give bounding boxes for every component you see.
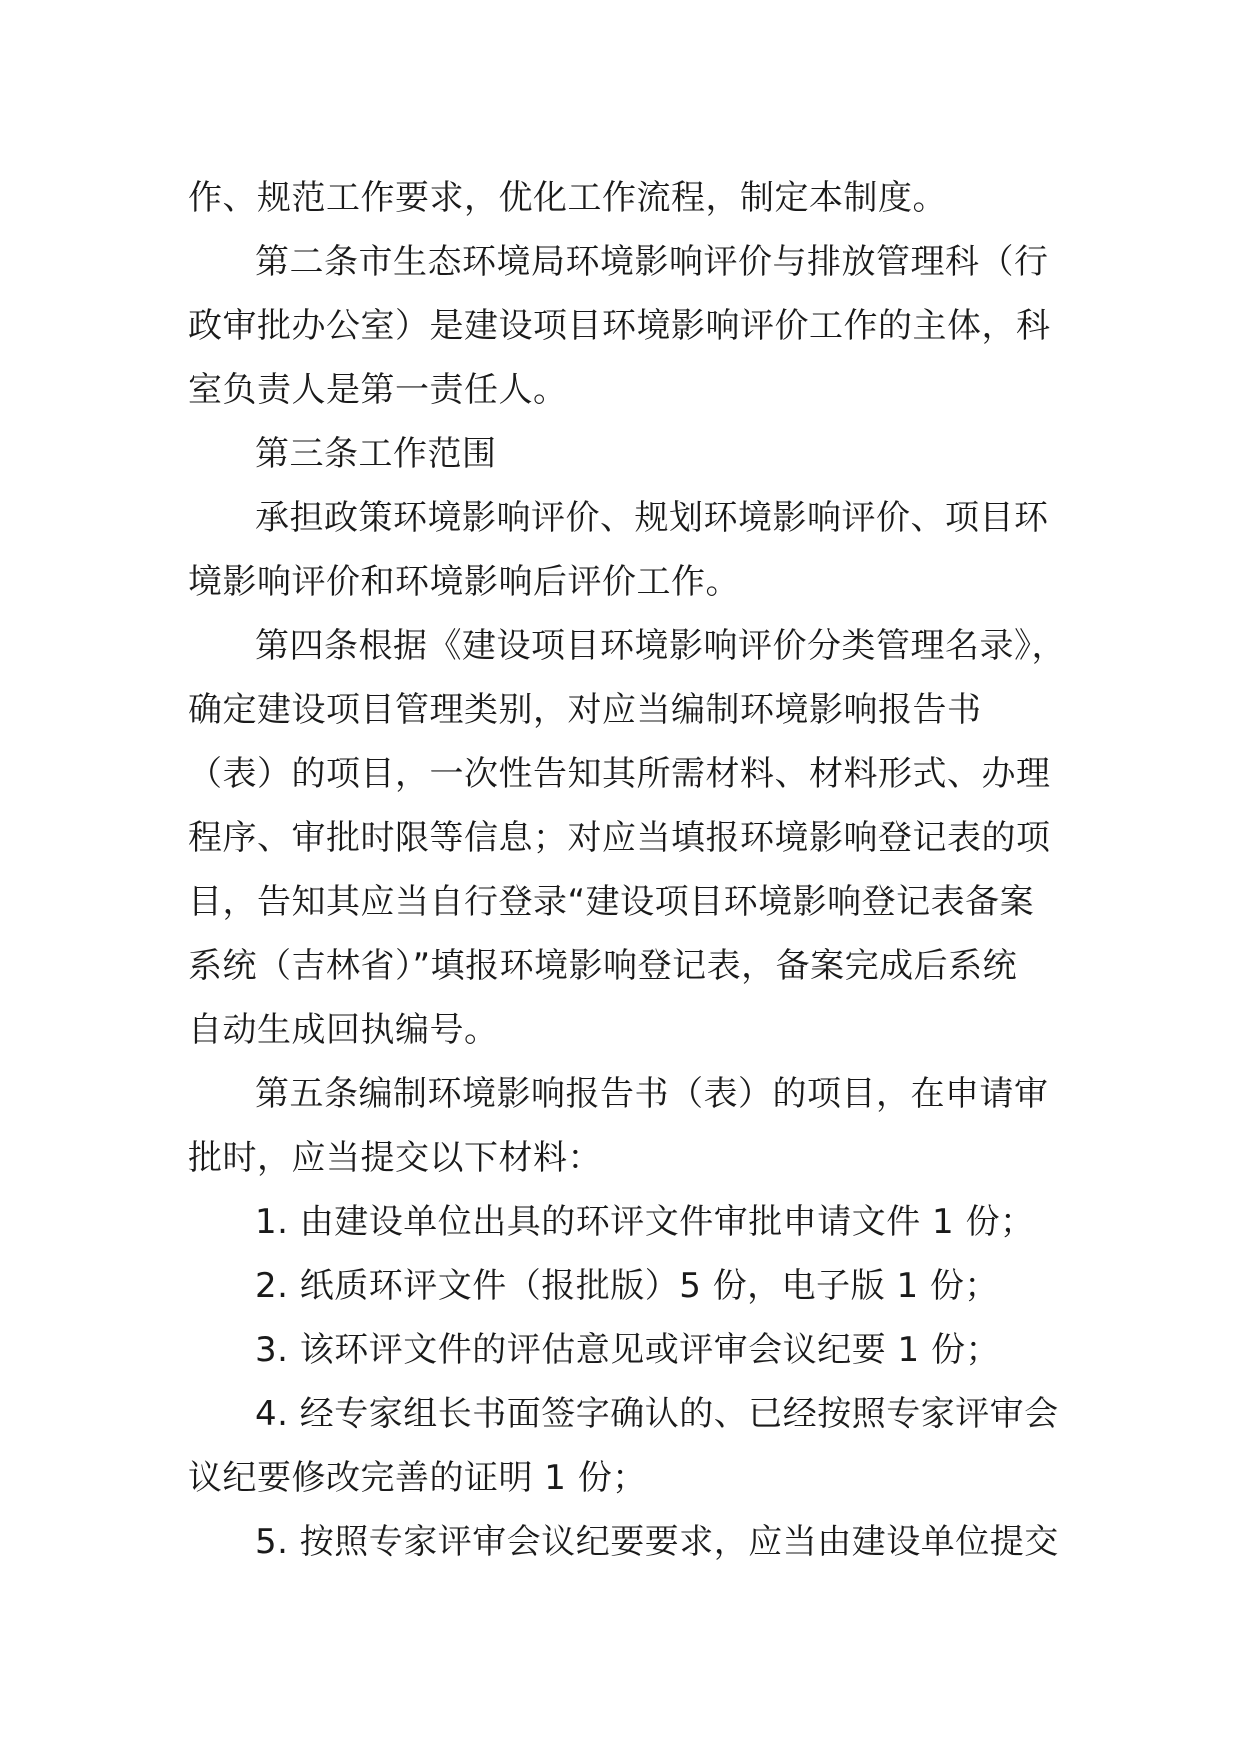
text-line: 境影响评价和环境影响后评价工作。	[188, 562, 740, 602]
list-item-4: 4. 经专家组长书面签字确认的、已经按照专家评审会	[255, 1394, 1059, 1434]
document-page	[188, 166, 1066, 1574]
list-item-1: 1. 由建设单位出具的环评文件审批申请文件 1 份；	[255, 1202, 1035, 1242]
text-line: 议纪要修改完善的证明 1 份；	[188, 1458, 647, 1498]
text-line: 作、规范工作要求，优化工作流程，制定本制度。	[188, 178, 947, 218]
text-line: 政审批办公室）是建设项目环境影响评价工作的主体，科	[188, 306, 1051, 346]
text-line: 系统（吉林省）”填报环境影响登记表，备案完成后系统	[188, 946, 1018, 986]
text-line: 目，告知其应当自行登录“建设项目环境影响登记表备案	[188, 882, 1035, 922]
article-2-heading-line: 第二条市生态环境局环境影响评价与排放管理科（行	[255, 242, 1049, 282]
text-line: （表）的项目，一次性告知其所需材料、材料形式、办理	[188, 754, 1051, 794]
text-line: 批时，应当提交以下材料：	[188, 1138, 602, 1178]
text-line: 程序、审批时限等信息；对应当填报环境影响登记表的项	[188, 818, 1051, 858]
text-line: 室负责人是第一责任人。	[188, 370, 568, 410]
text-line: 承担政策环境影响评价、规划环境影响评价、项目环	[255, 498, 1049, 538]
list-item-2: 2. 纸质环评文件（报批版）5 份，电子版 1 份；	[255, 1266, 999, 1306]
text-line: 自动生成回执编号。	[188, 1010, 499, 1050]
text-line: 确定建设项目管理类别，对应当编制环境影响报告书	[188, 690, 982, 730]
list-item-3: 3. 该环评文件的评估意见或评审会议纪要 1 份；	[255, 1330, 1000, 1370]
list-item-5: 5. 按照专家评审会议纪要要求，应当由建设单位提交	[255, 1522, 1059, 1562]
article-5-heading-line: 第五条编制环境影响报告书（表）的项目，在申请审	[255, 1074, 1049, 1114]
article-3-heading-line: 第三条工作范围	[255, 434, 497, 474]
article-4-heading-line: 第四条根据《建设项目环境影响评价分类管理名录》，	[255, 626, 1066, 666]
